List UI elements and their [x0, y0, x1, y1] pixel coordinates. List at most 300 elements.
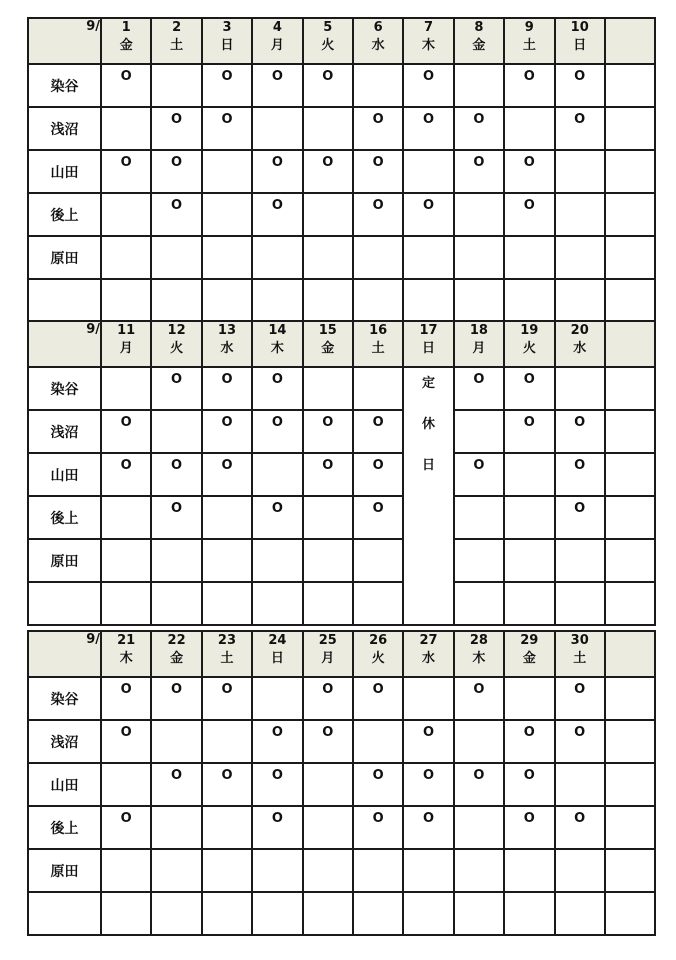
attendance-mark: O [523, 198, 535, 213]
staff-name: 染谷 [28, 64, 101, 107]
schedule-cell [353, 150, 403, 193]
extra-column-cell [605, 107, 655, 150]
schedule-cell [353, 849, 403, 892]
schedule-cell [101, 150, 151, 193]
schedule-cell [504, 64, 554, 107]
day-of-week: 月 [321, 651, 335, 666]
schedule-cell [101, 496, 151, 539]
extra-column-cell [605, 720, 655, 763]
attendance-mark: O [271, 768, 283, 783]
attendance-mark: O [423, 198, 435, 213]
day-of-week: 土 [573, 651, 587, 666]
day-number: 22 [167, 633, 186, 648]
schedule-block-3 [27, 630, 654, 936]
schedule-cell [454, 539, 504, 582]
attendance-mark: O [372, 458, 384, 473]
day-header [303, 321, 353, 367]
month-label: 9/ [28, 321, 101, 367]
schedule-cell [504, 892, 554, 935]
schedule-cell [151, 720, 201, 763]
table-row [28, 193, 655, 236]
day-of-week: 日 [220, 38, 234, 53]
day-of-week: 火 [321, 38, 335, 53]
extra-column-cell [605, 279, 655, 322]
attendance-mark: O [171, 155, 183, 170]
day-number: 10 [570, 20, 589, 35]
day-of-week: 土 [170, 38, 184, 53]
schedule-cell [202, 107, 252, 150]
day-of-week: 土 [522, 38, 536, 53]
staff-name: 後上 [28, 806, 101, 849]
day-header [252, 321, 302, 367]
schedule-cell [353, 892, 403, 935]
attendance-mark: O [322, 725, 334, 740]
table-row [28, 236, 655, 279]
schedule-cell [504, 279, 554, 322]
day-header [403, 321, 453, 367]
schedule-cell [403, 107, 453, 150]
schedule-cell [202, 64, 252, 107]
day-header [252, 631, 302, 677]
schedule-cell [252, 453, 302, 496]
attendance-mark: O [221, 458, 233, 473]
schedule-cell [454, 453, 504, 496]
attendance-mark: O [473, 458, 485, 473]
schedule-cell [555, 677, 605, 720]
day-of-week: 水 [422, 651, 436, 666]
schedule-cell [403, 763, 453, 806]
schedule-cell [504, 763, 554, 806]
schedule-cell [403, 677, 453, 720]
schedule-table [27, 630, 656, 936]
table-row [28, 892, 655, 935]
day-number: 18 [469, 323, 488, 338]
day-of-week: 金 [522, 651, 536, 666]
day-of-week: 日 [573, 38, 587, 53]
attendance-mark: O [523, 155, 535, 170]
schedule-cell [252, 367, 302, 410]
day-number: 27 [419, 633, 438, 648]
day-header [101, 18, 151, 64]
schedule-cell [353, 279, 403, 322]
day-header [454, 321, 504, 367]
day-header [303, 18, 353, 64]
day-header [303, 631, 353, 677]
attendance-mark: O [322, 458, 334, 473]
day-number: 8 [474, 20, 484, 35]
staff-name: 浅沼 [28, 107, 101, 150]
schedule-cell [151, 367, 201, 410]
attendance-mark: O [271, 198, 283, 213]
day-header [403, 631, 453, 677]
attendance-mark: O [120, 415, 132, 430]
schedule-cell [101, 193, 151, 236]
schedule-cell [202, 410, 252, 453]
day-header [555, 18, 605, 64]
schedule-cell [101, 453, 151, 496]
attendance-mark: O [372, 198, 384, 213]
attendance-mark: O [574, 112, 586, 127]
schedule-cell [101, 367, 151, 410]
attendance-mark: O [221, 415, 233, 430]
schedule-cell [353, 367, 403, 410]
schedule-cell [252, 539, 302, 582]
attendance-mark: O [372, 155, 384, 170]
day-header [202, 321, 252, 367]
extra-column-cell [605, 453, 655, 496]
day-of-week: 水 [220, 341, 234, 356]
schedule-cell [555, 193, 605, 236]
schedule-cell [101, 892, 151, 935]
extra-column-cell [605, 763, 655, 806]
attendance-mark: O [574, 415, 586, 430]
attendance-mark: O [271, 501, 283, 516]
attendance-mark: O [574, 682, 586, 697]
schedule-cell [101, 849, 151, 892]
schedule-cell [252, 582, 302, 625]
attendance-mark: O [523, 768, 535, 783]
table-row [28, 279, 655, 322]
schedule-cell [454, 236, 504, 279]
schedule-cell [454, 150, 504, 193]
schedule-cell [353, 582, 403, 625]
day-number: 23 [217, 633, 237, 648]
attendance-mark: O [423, 768, 435, 783]
table-row [28, 806, 655, 849]
schedule-cell [353, 193, 403, 236]
schedule-cell [555, 107, 605, 150]
attendance-mark: O [322, 682, 334, 697]
attendance-mark: O [523, 372, 535, 387]
day-of-week: 金 [472, 38, 486, 53]
attendance-mark: O [372, 682, 384, 697]
schedule-cell [303, 849, 353, 892]
schedule-cell [555, 849, 605, 892]
schedule-block-2 [27, 320, 654, 626]
schedule-cell [454, 582, 504, 625]
schedule-cell [555, 763, 605, 806]
schedule-cell [454, 193, 504, 236]
staff-name [28, 892, 101, 935]
attendance-mark: O [171, 768, 183, 783]
attendance-mark: O [473, 372, 485, 387]
schedule-cell [303, 539, 353, 582]
staff-name [28, 279, 101, 322]
attendance-mark: O [523, 725, 535, 740]
table-row [28, 720, 655, 763]
attendance-mark: O [221, 69, 233, 84]
schedule-cell [504, 806, 554, 849]
schedule-cell [454, 410, 504, 453]
schedule-cell [202, 496, 252, 539]
schedule-cell [101, 720, 151, 763]
staff-name: 原田 [28, 849, 101, 892]
schedule-cell [454, 677, 504, 720]
schedule-cell [403, 279, 453, 322]
attendance-mark: O [372, 112, 384, 127]
extra-column-cell [605, 677, 655, 720]
schedule-cell [454, 849, 504, 892]
schedule-cell [202, 720, 252, 763]
schedule-cell [555, 720, 605, 763]
day-header [151, 631, 201, 677]
attendance-mark: O [473, 155, 485, 170]
schedule-cell [303, 236, 353, 279]
table-row [28, 453, 655, 496]
day-header [151, 321, 201, 367]
day-number: 26 [369, 633, 388, 648]
schedule-cell [252, 849, 302, 892]
schedule-cell [555, 64, 605, 107]
schedule-cell [403, 236, 453, 279]
schedule-cell [504, 582, 554, 625]
day-number: 14 [268, 323, 287, 338]
staff-name: 原田 [28, 539, 101, 582]
schedule-cell [353, 720, 403, 763]
schedule-cell [151, 677, 201, 720]
schedule-cell [504, 539, 554, 582]
schedule-cell [555, 410, 605, 453]
extra-column-cell [605, 892, 655, 935]
day-of-week: 土 [220, 651, 234, 666]
attendance-mark: O [120, 69, 132, 84]
schedule-cell [151, 763, 201, 806]
attendance-mark: O [120, 725, 132, 740]
day-of-week: 火 [522, 341, 536, 356]
extra-column-cell [605, 582, 655, 625]
schedule-cell [555, 582, 605, 625]
staff-name: 原田 [28, 236, 101, 279]
extra-column-cell [605, 150, 655, 193]
day-number: 25 [318, 633, 337, 648]
attendance-mark: O [120, 682, 132, 697]
attendance-mark: O [372, 501, 384, 516]
day-of-week: 木 [422, 38, 436, 53]
day-number: 29 [520, 633, 539, 648]
schedule-cell [555, 453, 605, 496]
day-number: 16 [369, 323, 388, 338]
schedule-cell [252, 236, 302, 279]
attendance-mark: O [322, 155, 334, 170]
day-of-week: 日 [270, 651, 284, 666]
schedule-cell [353, 496, 403, 539]
schedule-cell [303, 720, 353, 763]
attendance-mark: O [322, 415, 334, 430]
closed-day-char: 日 [422, 458, 436, 473]
day-of-week: 火 [170, 341, 184, 356]
attendance-mark: O [271, 372, 283, 387]
day-of-week: 金 [119, 38, 133, 53]
schedule-cell [202, 367, 252, 410]
schedule-cell [202, 279, 252, 322]
extra-column-cell [605, 193, 655, 236]
extra-column-cell [605, 806, 655, 849]
staff-name: 後上 [28, 496, 101, 539]
attendance-mark: O [574, 725, 586, 740]
schedule-cell [454, 107, 504, 150]
attendance-mark: O [171, 198, 183, 213]
attendance-mark: O [473, 768, 485, 783]
day-number: 2 [172, 20, 182, 35]
schedule-cell [151, 892, 201, 935]
schedule-cell [555, 279, 605, 322]
schedule-cell [555, 496, 605, 539]
schedule-cell [101, 64, 151, 107]
schedule-cell [252, 806, 302, 849]
schedule-cell [202, 892, 252, 935]
schedule-cell [151, 582, 201, 625]
extra-column-cell [605, 539, 655, 582]
day-header [101, 321, 151, 367]
schedule-block-1 [27, 17, 654, 323]
staff-name: 後上 [28, 193, 101, 236]
day-number: 30 [570, 633, 589, 648]
schedule-cell [353, 64, 403, 107]
schedule-cell [353, 806, 403, 849]
schedule-cell [101, 236, 151, 279]
schedule-cell [504, 367, 554, 410]
schedule-table [27, 17, 656, 323]
day-header [252, 18, 302, 64]
day-of-week: 木 [270, 341, 284, 356]
schedule-cell [101, 107, 151, 150]
attendance-mark: O [120, 155, 132, 170]
schedule-cell [353, 677, 403, 720]
attendance-mark: O [372, 768, 384, 783]
schedule-cell [101, 806, 151, 849]
schedule-cell [403, 720, 453, 763]
staff-name: 染谷 [28, 367, 101, 410]
extra-column-cell [605, 64, 655, 107]
table-row [28, 107, 655, 150]
attendance-mark: O [271, 725, 283, 740]
attendance-mark: O [473, 682, 485, 697]
staff-name: 山田 [28, 453, 101, 496]
schedule-cell [151, 279, 201, 322]
schedule-cell [454, 279, 504, 322]
table-row [28, 677, 655, 720]
schedule-cell [555, 367, 605, 410]
schedule-cell [151, 806, 201, 849]
attendance-mark: O [372, 415, 384, 430]
schedule-cell [303, 410, 353, 453]
day-header [555, 321, 605, 367]
attendance-mark: O [423, 69, 435, 84]
day-number: 28 [469, 633, 488, 648]
schedule-cell [303, 367, 353, 410]
schedule-cell [151, 193, 201, 236]
schedule-cell [303, 107, 353, 150]
table-row [28, 763, 655, 806]
schedule-cell [504, 849, 554, 892]
extra-column-cell [605, 410, 655, 453]
schedule-cell [454, 892, 504, 935]
schedule-cell [353, 453, 403, 496]
day-number: 3 [222, 20, 232, 35]
day-header [101, 631, 151, 677]
schedule-cell [303, 582, 353, 625]
day-of-week: 月 [472, 341, 486, 356]
schedule-cell [252, 496, 302, 539]
schedule-table [27, 320, 656, 626]
day-of-week: 月 [119, 341, 133, 356]
schedule-cell [252, 193, 302, 236]
schedule-cell [303, 677, 353, 720]
day-number: 20 [570, 323, 589, 338]
closed-day-char: 休 [422, 417, 436, 432]
table-row [28, 539, 655, 582]
schedule-cell [202, 539, 252, 582]
schedule-cell [252, 720, 302, 763]
schedule-cell [252, 410, 302, 453]
extra-column-cell [605, 367, 655, 410]
attendance-mark: O [120, 458, 132, 473]
schedule-cell [454, 763, 504, 806]
day-number: 24 [268, 633, 287, 648]
schedule-cell [454, 367, 504, 410]
attendance-mark: O [171, 372, 183, 387]
extra-column-header [605, 18, 655, 64]
schedule-cell [252, 892, 302, 935]
day-of-week: 木 [119, 651, 133, 666]
schedule-cell [101, 539, 151, 582]
attendance-mark: O [574, 458, 586, 473]
attendance-mark: O [423, 725, 435, 740]
schedule-cell [151, 539, 201, 582]
schedule-cell [252, 763, 302, 806]
attendance-mark: O [523, 811, 535, 826]
staff-name: 山田 [28, 150, 101, 193]
extra-column-cell [605, 849, 655, 892]
day-number: 12 [167, 323, 186, 338]
day-header [202, 631, 252, 677]
schedule-cell [303, 806, 353, 849]
day-of-week: 金 [321, 341, 335, 356]
day-header [353, 321, 403, 367]
day-number: 21 [117, 633, 136, 648]
attendance-mark: O [221, 768, 233, 783]
attendance-mark: O [372, 811, 384, 826]
attendance-mark: O [171, 501, 183, 516]
table-row [28, 496, 655, 539]
staff-name: 浅沼 [28, 410, 101, 453]
schedule-cell [555, 150, 605, 193]
schedule-cell [403, 849, 453, 892]
schedule-cell [403, 64, 453, 107]
schedule-cell [454, 720, 504, 763]
staff-name: 山田 [28, 763, 101, 806]
schedule-cell [101, 582, 151, 625]
schedule-cell [454, 496, 504, 539]
schedule-cell [303, 892, 353, 935]
schedule-cell [252, 677, 302, 720]
schedule-cell [504, 453, 554, 496]
schedule-cell [101, 410, 151, 453]
staff-name [28, 582, 101, 625]
schedule-cell [504, 496, 554, 539]
schedule-cell [202, 849, 252, 892]
schedule-cell [101, 279, 151, 322]
schedule-cell [303, 453, 353, 496]
schedule-cell [303, 279, 353, 322]
schedule-cell [202, 763, 252, 806]
schedule-cell [454, 64, 504, 107]
schedule-cell [555, 806, 605, 849]
staff-name: 染谷 [28, 677, 101, 720]
day-of-week: 日 [422, 341, 436, 356]
schedule-cell [303, 64, 353, 107]
extra-column-cell [605, 236, 655, 279]
